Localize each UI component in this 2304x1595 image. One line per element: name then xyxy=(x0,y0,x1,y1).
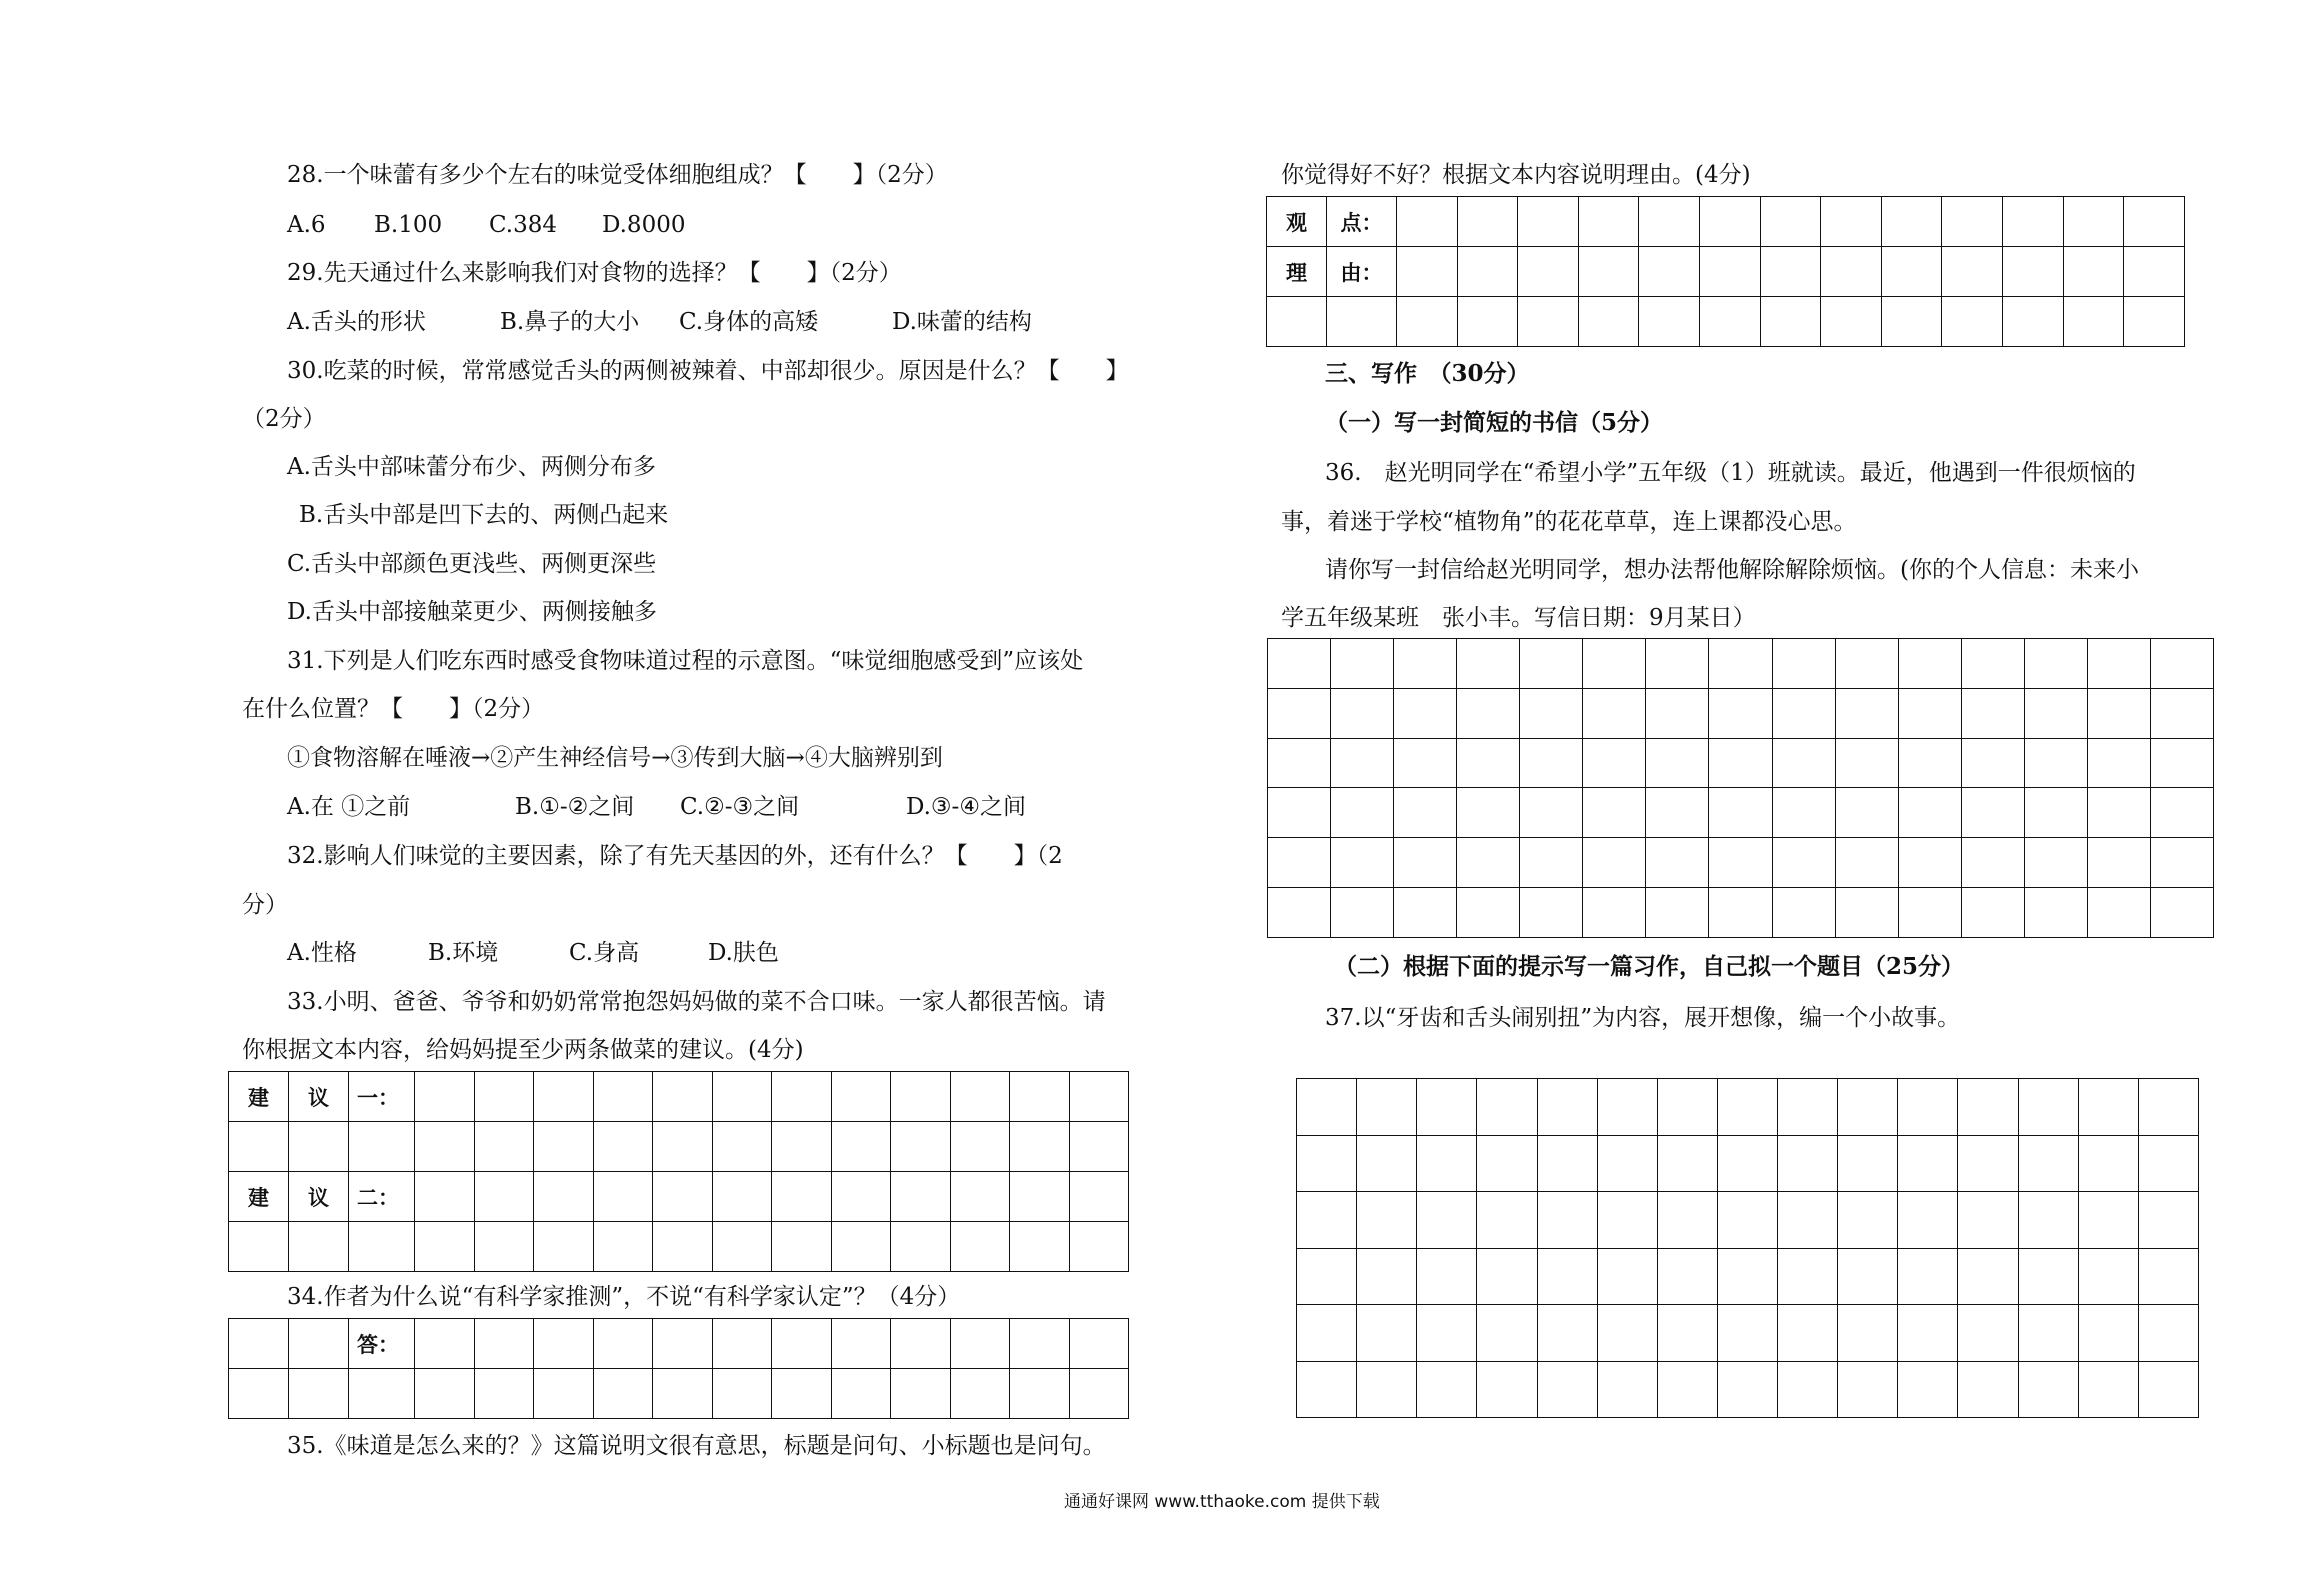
grid-cell[interactable] xyxy=(2138,1079,2198,1136)
grid-cell[interactable] xyxy=(1477,1248,1537,1305)
grid-cell[interactable] xyxy=(1646,738,1709,788)
q32-option-c: C.身高 xyxy=(569,940,640,966)
q29-option-b: B.鼻子的大小 xyxy=(500,309,640,335)
grid-cell[interactable] xyxy=(2078,1079,2138,1136)
grid-cell[interactable] xyxy=(1778,1361,1838,1418)
grid-cell[interactable] xyxy=(1717,1248,1777,1305)
q31-stem-line2: 在什么位置？【 】（2分） xyxy=(242,696,545,722)
grid-cell[interactable] xyxy=(1297,1305,1357,1362)
grid-cell[interactable] xyxy=(1477,1192,1537,1249)
grid-cell[interactable] xyxy=(1835,688,1898,738)
grid-cell[interactable] xyxy=(1357,1248,1417,1305)
grid-cell[interactable] xyxy=(1597,1248,1657,1305)
grid-cell[interactable] xyxy=(1772,838,1835,888)
grid-cell[interactable] xyxy=(2024,788,2087,838)
grid-cell[interactable] xyxy=(2150,688,2213,738)
grid-cell[interactable] xyxy=(1898,838,1961,888)
grid-cell[interactable] xyxy=(1477,1135,1537,1192)
grid-cell[interactable] xyxy=(1898,688,1961,738)
grid-cell[interactable] xyxy=(2018,1361,2078,1418)
grid-cell[interactable] xyxy=(1583,639,1646,689)
grid-cell[interactable] xyxy=(2138,1305,2198,1362)
grid-cell[interactable] xyxy=(1778,1305,1838,1362)
q30-option-d: D.舌头中部接触菜更少、两侧接触多 xyxy=(287,599,657,625)
grid-cell[interactable] xyxy=(1898,639,1961,689)
q34-answer-grid[interactable] xyxy=(228,1318,1129,1419)
grid-cell[interactable] xyxy=(1961,639,2024,689)
grid-cell[interactable] xyxy=(1457,639,1520,689)
grid-cell[interactable] xyxy=(1417,1361,1477,1418)
q31-stem-line1: 31.下列是人们吃东西时感受食物味道过程的示意图。“味觉细胞感受到”应该处 xyxy=(287,648,1084,674)
grid-cell[interactable] xyxy=(1778,1248,1838,1305)
grid-cell[interactable] xyxy=(2138,1361,2198,1418)
grid-cell[interactable] xyxy=(1297,1248,1357,1305)
q31-option-d: D.③-④之间 xyxy=(906,794,1026,820)
grid-cell[interactable] xyxy=(1961,688,2024,738)
grid-cell[interactable] xyxy=(1838,1361,1898,1418)
grid-cell[interactable] xyxy=(2150,838,2213,888)
grid-cell[interactable] xyxy=(1331,788,1394,838)
grid-cell[interactable] xyxy=(1717,1135,1777,1192)
grid-cell[interactable] xyxy=(1583,838,1646,888)
grid-cell[interactable] xyxy=(2087,888,2150,938)
q31-option-b: B.①-②之间 xyxy=(515,794,635,820)
label-dian: 点： xyxy=(1327,197,1397,247)
grid-cell[interactable] xyxy=(2018,1135,2078,1192)
grid-cell[interactable] xyxy=(1597,1135,1657,1192)
q32-option-a: A.性格 xyxy=(287,940,357,966)
grid-cell[interactable] xyxy=(1520,888,1583,938)
grid-cell[interactable] xyxy=(1331,738,1394,788)
grid-cell[interactable] xyxy=(1357,1305,1417,1362)
grid-cell[interactable] xyxy=(1898,738,1961,788)
q36-line3: 请你写一封信给赵光明同学，想办法帮他解除解除烦恼。(你的个人信息：未来小 xyxy=(1325,557,2139,583)
q30-stem-line1: 30.吃菜的时候，常常感觉舌头的两侧被辣着、中部却很少。原因是什么？【 】 xyxy=(287,358,1129,384)
grid-cell[interactable] xyxy=(1583,738,1646,788)
grid-cell[interactable] xyxy=(1958,1192,2018,1249)
grid-cell[interactable] xyxy=(1646,688,1709,738)
grid-cell[interactable] xyxy=(1958,1305,2018,1362)
q30-stem-line2: （2分） xyxy=(242,406,326,432)
grid-cell[interactable] xyxy=(1268,788,1331,838)
q29-option-a: A.舌头的形状 xyxy=(287,309,426,335)
grid-cell[interactable] xyxy=(1838,1135,1898,1192)
grid-cell[interactable] xyxy=(1394,738,1457,788)
grid-cell[interactable] xyxy=(1709,838,1772,888)
grid-cell[interactable] xyxy=(1958,1361,2018,1418)
grid-cell[interactable] xyxy=(1268,738,1331,788)
grid-cell[interactable] xyxy=(1835,738,1898,788)
grid-cell[interactable] xyxy=(1778,1079,1838,1136)
grid-cell[interactable] xyxy=(1838,1192,1898,1249)
label-yi-2: 议 xyxy=(289,1172,349,1222)
q37-writing-grid[interactable] xyxy=(1296,1078,2199,1418)
label-one: 一： xyxy=(349,1072,415,1122)
q36-writing-grid[interactable] xyxy=(1267,638,2214,938)
grid-cell[interactable] xyxy=(2138,1192,2198,1249)
grid-cell[interactable] xyxy=(1835,788,1898,838)
grid-cell[interactable] xyxy=(1709,639,1772,689)
grid-cell[interactable] xyxy=(2018,1079,2078,1136)
grid-cell[interactable] xyxy=(1520,838,1583,888)
grid-cell[interactable] xyxy=(1394,888,1457,938)
q29-option-c: C.身体的高矮 xyxy=(679,309,819,335)
grid-cell[interactable] xyxy=(1961,838,2024,888)
grid-cell[interactable] xyxy=(2024,738,2087,788)
grid-cell[interactable] xyxy=(1417,1135,1477,1192)
grid-cell[interactable] xyxy=(1709,688,1772,738)
grid-cell[interactable] xyxy=(1297,1361,1357,1418)
grid-cell[interactable] xyxy=(1772,639,1835,689)
grid-cell[interactable] xyxy=(1357,1135,1417,1192)
q28-option-a: A.6 xyxy=(287,212,326,238)
grid-cell[interactable] xyxy=(1717,1192,1777,1249)
grid-cell[interactable] xyxy=(1331,888,1394,938)
grid-cell[interactable] xyxy=(1961,888,2024,938)
grid-cell[interactable] xyxy=(1520,639,1583,689)
grid-cell[interactable] xyxy=(1477,1361,1537,1418)
grid-cell[interactable] xyxy=(2018,1305,2078,1362)
grid-cell[interactable] xyxy=(2150,788,2213,838)
grid-cell[interactable] xyxy=(1297,1079,1357,1136)
grid-cell[interactable] xyxy=(1657,1361,1717,1418)
grid-cell[interactable] xyxy=(2078,1192,2138,1249)
grid-cell[interactable] xyxy=(1958,1248,2018,1305)
grid-cell[interactable] xyxy=(1537,1305,1597,1362)
grid-cell[interactable] xyxy=(1417,1305,1477,1362)
grid-cell[interactable] xyxy=(1898,1248,1958,1305)
grid-cell[interactable] xyxy=(1537,1192,1597,1249)
grid-cell[interactable] xyxy=(1520,688,1583,738)
label-you: 由： xyxy=(1327,247,1397,297)
grid-cell[interactable] xyxy=(2087,738,2150,788)
q33-stem-line1: 33.小明、爸爸、爷爷和奶奶常常抱怨妈妈做的菜不合口味。一家人都很苦恼。请 xyxy=(287,989,1106,1015)
q32-option-b: B.环境 xyxy=(428,940,499,966)
grid-cell[interactable] xyxy=(2024,639,2087,689)
q30-option-b: B.舌头中部是凹下去的、两侧凸起来 xyxy=(299,502,669,528)
q35-answer-grid[interactable] xyxy=(1266,196,2185,347)
grid-cell[interactable] xyxy=(1717,1079,1777,1136)
q28-option-b: B.100 xyxy=(374,212,443,238)
grid-cell[interactable] xyxy=(2087,838,2150,888)
label-li: 理 xyxy=(1267,247,1327,297)
footer-source: 通通好课网 www.tthaoke.com 提供下载 xyxy=(1064,1492,1380,1512)
grid-cell[interactable] xyxy=(2018,1248,2078,1305)
grid-cell[interactable] xyxy=(1597,1192,1657,1249)
label-jian-2: 建 xyxy=(229,1172,289,1222)
grid-cell[interactable] xyxy=(1772,888,1835,938)
grid-cell[interactable] xyxy=(1297,1135,1357,1192)
grid-cell[interactable] xyxy=(1537,1248,1597,1305)
grid-cell[interactable] xyxy=(1331,838,1394,888)
grid-cell[interactable] xyxy=(1778,1135,1838,1192)
grid-cell[interactable] xyxy=(2150,888,2213,938)
grid-cell[interactable] xyxy=(2078,1361,2138,1418)
grid-cell[interactable] xyxy=(2078,1135,2138,1192)
grid-cell[interactable] xyxy=(2024,688,2087,738)
grid-cell[interactable] xyxy=(1835,838,1898,888)
grid-cell[interactable] xyxy=(1394,688,1457,738)
grid-cell[interactable] xyxy=(1394,788,1457,838)
grid-cell[interactable] xyxy=(1961,738,2024,788)
grid-cell[interactable] xyxy=(1772,788,1835,838)
grid-cell[interactable] xyxy=(2018,1192,2078,1249)
grid-cell[interactable] xyxy=(1520,788,1583,838)
q36-line4: 学五年级某班 张小丰。写信日期：9月某日） xyxy=(1281,605,1756,631)
grid-cell[interactable] xyxy=(1898,1305,1958,1362)
q28-stem: 28.一个味蕾有多少个左右的味觉受体细胞组成？【 】（2分） xyxy=(287,162,948,188)
grid-cell[interactable] xyxy=(1709,738,1772,788)
q28-option-d: D.8000 xyxy=(602,212,686,238)
grid-cell[interactable] xyxy=(1835,888,1898,938)
q36-line1: 36. 赵光明同学在“希望小学”五年级（1）班就读。最近，他遇到一件很烦恼的 xyxy=(1325,460,2136,486)
grid-cell[interactable] xyxy=(1331,639,1394,689)
q32-stem-line1: 32.影响人们味觉的主要因素，除了有先天基因的外，还有什么？【 】（2 xyxy=(287,843,1063,869)
grid-cell[interactable] xyxy=(1657,1305,1717,1362)
grid-cell[interactable] xyxy=(2138,1248,2198,1305)
grid-cell[interactable] xyxy=(1583,888,1646,938)
grid-cell[interactable] xyxy=(1898,888,1961,938)
grid-cell[interactable] xyxy=(2138,1135,2198,1192)
label-jian: 建 xyxy=(229,1072,289,1122)
grid-cell[interactable] xyxy=(1268,888,1331,938)
grid-cell[interactable] xyxy=(1537,1135,1597,1192)
grid-cell[interactable] xyxy=(1717,1305,1777,1362)
grid-cell[interactable] xyxy=(2024,838,2087,888)
grid-cell[interactable] xyxy=(1268,639,1331,689)
grid-cell[interactable] xyxy=(1646,788,1709,838)
q29-option-d: D.味蕾的结构 xyxy=(892,309,1032,335)
q28-option-c: C.384 xyxy=(489,212,557,238)
grid-cell[interactable] xyxy=(1778,1192,1838,1249)
q35-stem: 35.《味道是怎么来的？》这篇说明文很有意思，标题是问句、小标题也是问句。 xyxy=(287,1433,1106,1459)
grid-cell[interactable] xyxy=(1772,738,1835,788)
grid-cell[interactable] xyxy=(2087,788,2150,838)
q29-stem: 29.先天通过什么来影响我们对食物的选择？【 】（2分） xyxy=(287,260,902,286)
grid-cell[interactable] xyxy=(1597,1079,1657,1136)
q31-option-a: A.在 ①之前 xyxy=(287,794,411,820)
label-guan: 观 xyxy=(1267,197,1327,247)
grid-cell[interactable] xyxy=(1597,1361,1657,1418)
grid-cell[interactable] xyxy=(1268,688,1331,738)
grid-cell[interactable] xyxy=(1898,1135,1958,1192)
grid-cell[interactable] xyxy=(1958,1135,2018,1192)
q32-option-d: D.肤色 xyxy=(708,940,779,966)
grid-cell[interactable] xyxy=(1268,838,1331,888)
grid-cell[interactable] xyxy=(1838,1305,1898,1362)
grid-cell[interactable] xyxy=(1477,1305,1537,1362)
q33-answer-grid[interactable] xyxy=(228,1071,1129,1272)
grid-cell[interactable] xyxy=(1417,1079,1477,1136)
q36-line2: 事，着迷于学校“植物角”的花花草草，连上课都没心思。 xyxy=(1281,509,1857,535)
grid-cell[interactable] xyxy=(1961,788,2024,838)
grid-cell[interactable] xyxy=(1537,1079,1597,1136)
grid-cell[interactable] xyxy=(1417,1192,1477,1249)
grid-cell[interactable] xyxy=(1394,639,1457,689)
grid-cell[interactable] xyxy=(1646,838,1709,888)
grid-cell[interactable] xyxy=(1657,1248,1717,1305)
grid-cell[interactable] xyxy=(1417,1248,1477,1305)
grid-cell[interactable] xyxy=(1835,639,1898,689)
grid-cell[interactable] xyxy=(1537,1361,1597,1418)
grid-cell[interactable] xyxy=(1457,738,1520,788)
q37-stem: 37.以“牙齿和舌头闹别扭”为内容，展开想像，编一个小故事。 xyxy=(1325,1005,1961,1031)
grid-cell[interactable] xyxy=(2087,688,2150,738)
q31-process: ①食物溶解在唾液→②产生神经信号→③传到大脑→④大脑辨别到 xyxy=(287,745,943,771)
grid-cell[interactable] xyxy=(1457,688,1520,738)
grid-cell[interactable] xyxy=(2150,738,2213,788)
grid-cell[interactable] xyxy=(1838,1079,1898,1136)
grid-cell[interactable] xyxy=(1898,1361,1958,1418)
grid-cell[interactable] xyxy=(2150,639,2213,689)
grid-cell[interactable] xyxy=(1898,1192,1958,1249)
q31-option-c: C.②-③之间 xyxy=(680,794,800,820)
grid-cell[interactable] xyxy=(2078,1305,2138,1362)
label-two: 二： xyxy=(349,1172,415,1222)
q33-stem-line2: 你根据文本内容，给妈妈提至少两条做菜的建议。(4分) xyxy=(242,1037,804,1063)
grid-cell[interactable] xyxy=(1709,888,1772,938)
q30-option-a: A.舌头中部味蕾分布少、两侧分布多 xyxy=(287,454,656,480)
grid-cell[interactable] xyxy=(1357,1361,1417,1418)
grid-cell[interactable] xyxy=(2024,888,2087,938)
grid-cell[interactable] xyxy=(1297,1192,1357,1249)
grid-cell[interactable] xyxy=(1772,688,1835,738)
grid-cell[interactable] xyxy=(1357,1192,1417,1249)
grid-cell[interactable] xyxy=(1477,1079,1537,1136)
grid-cell[interactable] xyxy=(1898,788,1961,838)
grid-cell[interactable] xyxy=(1657,1192,1717,1249)
grid-cell[interactable] xyxy=(1646,639,1709,689)
grid-cell[interactable] xyxy=(1838,1248,1898,1305)
label-yi: 议 xyxy=(289,1072,349,1122)
grid-cell[interactable] xyxy=(1457,788,1520,838)
grid-cell[interactable] xyxy=(1520,738,1583,788)
grid-cell[interactable] xyxy=(1958,1079,2018,1136)
grid-cell[interactable] xyxy=(1597,1305,1657,1362)
section-writing-title: 三、写作 （30分） xyxy=(1325,360,1530,387)
part1-title: （一）写一封简短的书信（5分） xyxy=(1325,409,1664,436)
grid-cell[interactable] xyxy=(1357,1079,1417,1136)
grid-cell[interactable] xyxy=(2087,639,2150,689)
grid-cell[interactable] xyxy=(1717,1361,1777,1418)
grid-cell[interactable] xyxy=(1331,688,1394,738)
grid-cell[interactable] xyxy=(1583,688,1646,738)
grid-cell[interactable] xyxy=(1457,838,1520,888)
grid-cell[interactable] xyxy=(1657,1079,1717,1136)
label-answer: 答： xyxy=(349,1319,415,1369)
q30-option-c: C.舌头中部颜色更浅些、两侧更深些 xyxy=(287,551,657,577)
grid-cell[interactable] xyxy=(2078,1248,2138,1305)
q35-continuation: 你觉得好不好？根据文本内容说明理由。(4分) xyxy=(1281,162,1751,188)
q32-stem-line2: 分） xyxy=(242,892,288,918)
grid-cell[interactable] xyxy=(1646,888,1709,938)
grid-cell[interactable] xyxy=(1583,788,1646,838)
q34-stem: 34.作者为什么说“有科学家推测”，不说“有科学家认定”？（4分） xyxy=(287,1284,961,1310)
part2-title: （二）根据下面的提示写一篇习作，自己拟一个题目（25分） xyxy=(1334,953,1965,980)
grid-cell[interactable] xyxy=(1457,888,1520,938)
grid-cell[interactable] xyxy=(1394,838,1457,888)
grid-cell[interactable] xyxy=(1657,1135,1717,1192)
grid-cell[interactable] xyxy=(1898,1079,1958,1136)
grid-cell[interactable] xyxy=(1709,788,1772,838)
